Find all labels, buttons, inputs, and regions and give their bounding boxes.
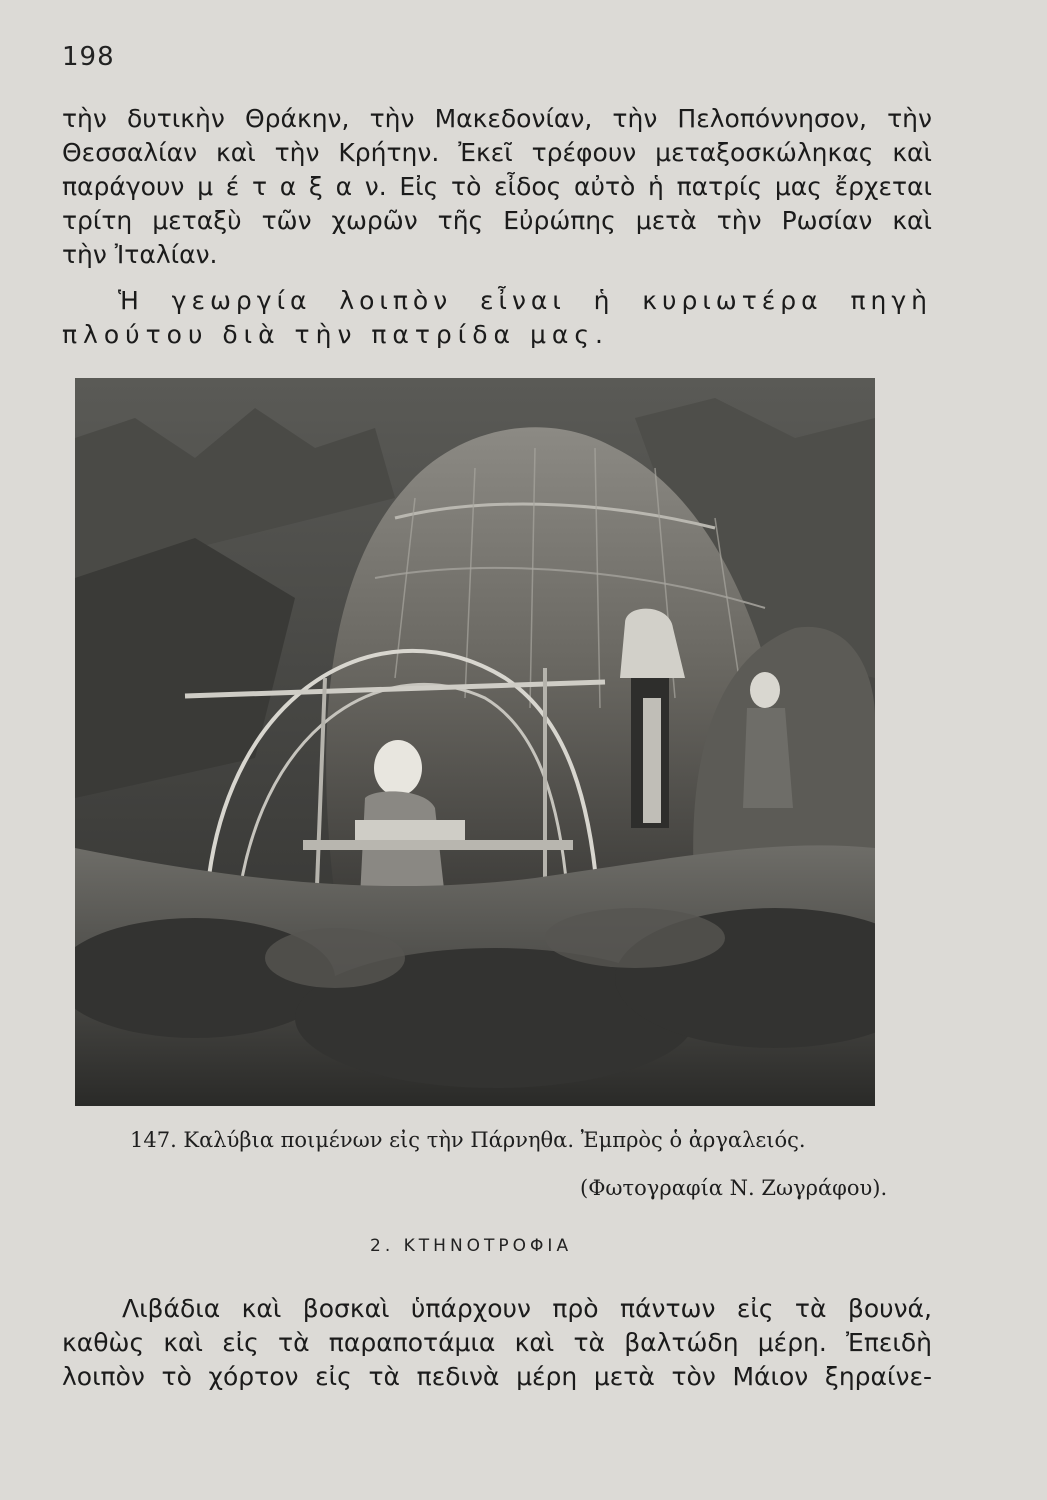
text-line: Θεσσαλίαν καὶ τὴν Κρήτην. Ἐκεῖ τρέφουν μεταξοσκώληκας καὶ (62, 138, 932, 167)
photo-credit: (Φωτογραφία Ν. Ζωγράφου). (580, 1176, 888, 1200)
section-heading: 2. ΚΤΗΝΟΤΡΟΦΙΑ (370, 1236, 573, 1256)
paragraph-3 (62, 1292, 932, 1394)
paragraph-1 (62, 102, 932, 272)
text-line: λοιπὸν τὸ χόρτον εἰς τὰ πεδινὰ μέρη μετὰ τὸν Μάιον ξηραίνε- (62, 1362, 932, 1391)
text-line: τρίτη μεταξὺ τῶν χωρῶν τῆς Εὐρώπης μετὰ τὴν Ρωσίαν καὶ (62, 206, 932, 235)
text-line: τὴν δυτικὴν Θράκην, τὴν Μακεδονίαν, τὴν Πελοπόννησον, τὴν (62, 104, 932, 133)
text-line: καθὼς καὶ εἰς τὰ παραποτάμια καὶ τὰ βαλτώδη μέρη. Ἐπειδὴ (62, 1328, 932, 1357)
page-number: 198 (62, 42, 115, 72)
text-line: τὴν Ἰταλίαν. (62, 240, 218, 269)
figure-caption: 147. Καλύβια ποιμένων εἰς τὴν Πάρνηθα. Ἐμπρὸς ὁ ἀργαλειός. (130, 1128, 806, 1152)
spaced-text-line: πλούτου διὰ τὴν πατρίδα μας. (62, 320, 609, 349)
paragraph-2 (62, 284, 932, 352)
photograph-shepherd-huts (75, 378, 875, 1106)
photo-illustration (75, 378, 875, 1106)
spaced-text-line: Ἡ γεωργία λοιπὸν εἶναι ἡ κυριωτέρα πηγὴ (118, 286, 932, 315)
text-line: Λιβάδια καὶ βοσκαὶ ὑπάρχουν πρὸ πάντων εἰς τὰ βουνά, (122, 1294, 932, 1323)
text-line: παράγουν μ έ τ α ξ α ν. Εἰς τὸ εἶδος αὐτὸ ἡ πατρίς μας ἔρχεται (62, 172, 932, 201)
